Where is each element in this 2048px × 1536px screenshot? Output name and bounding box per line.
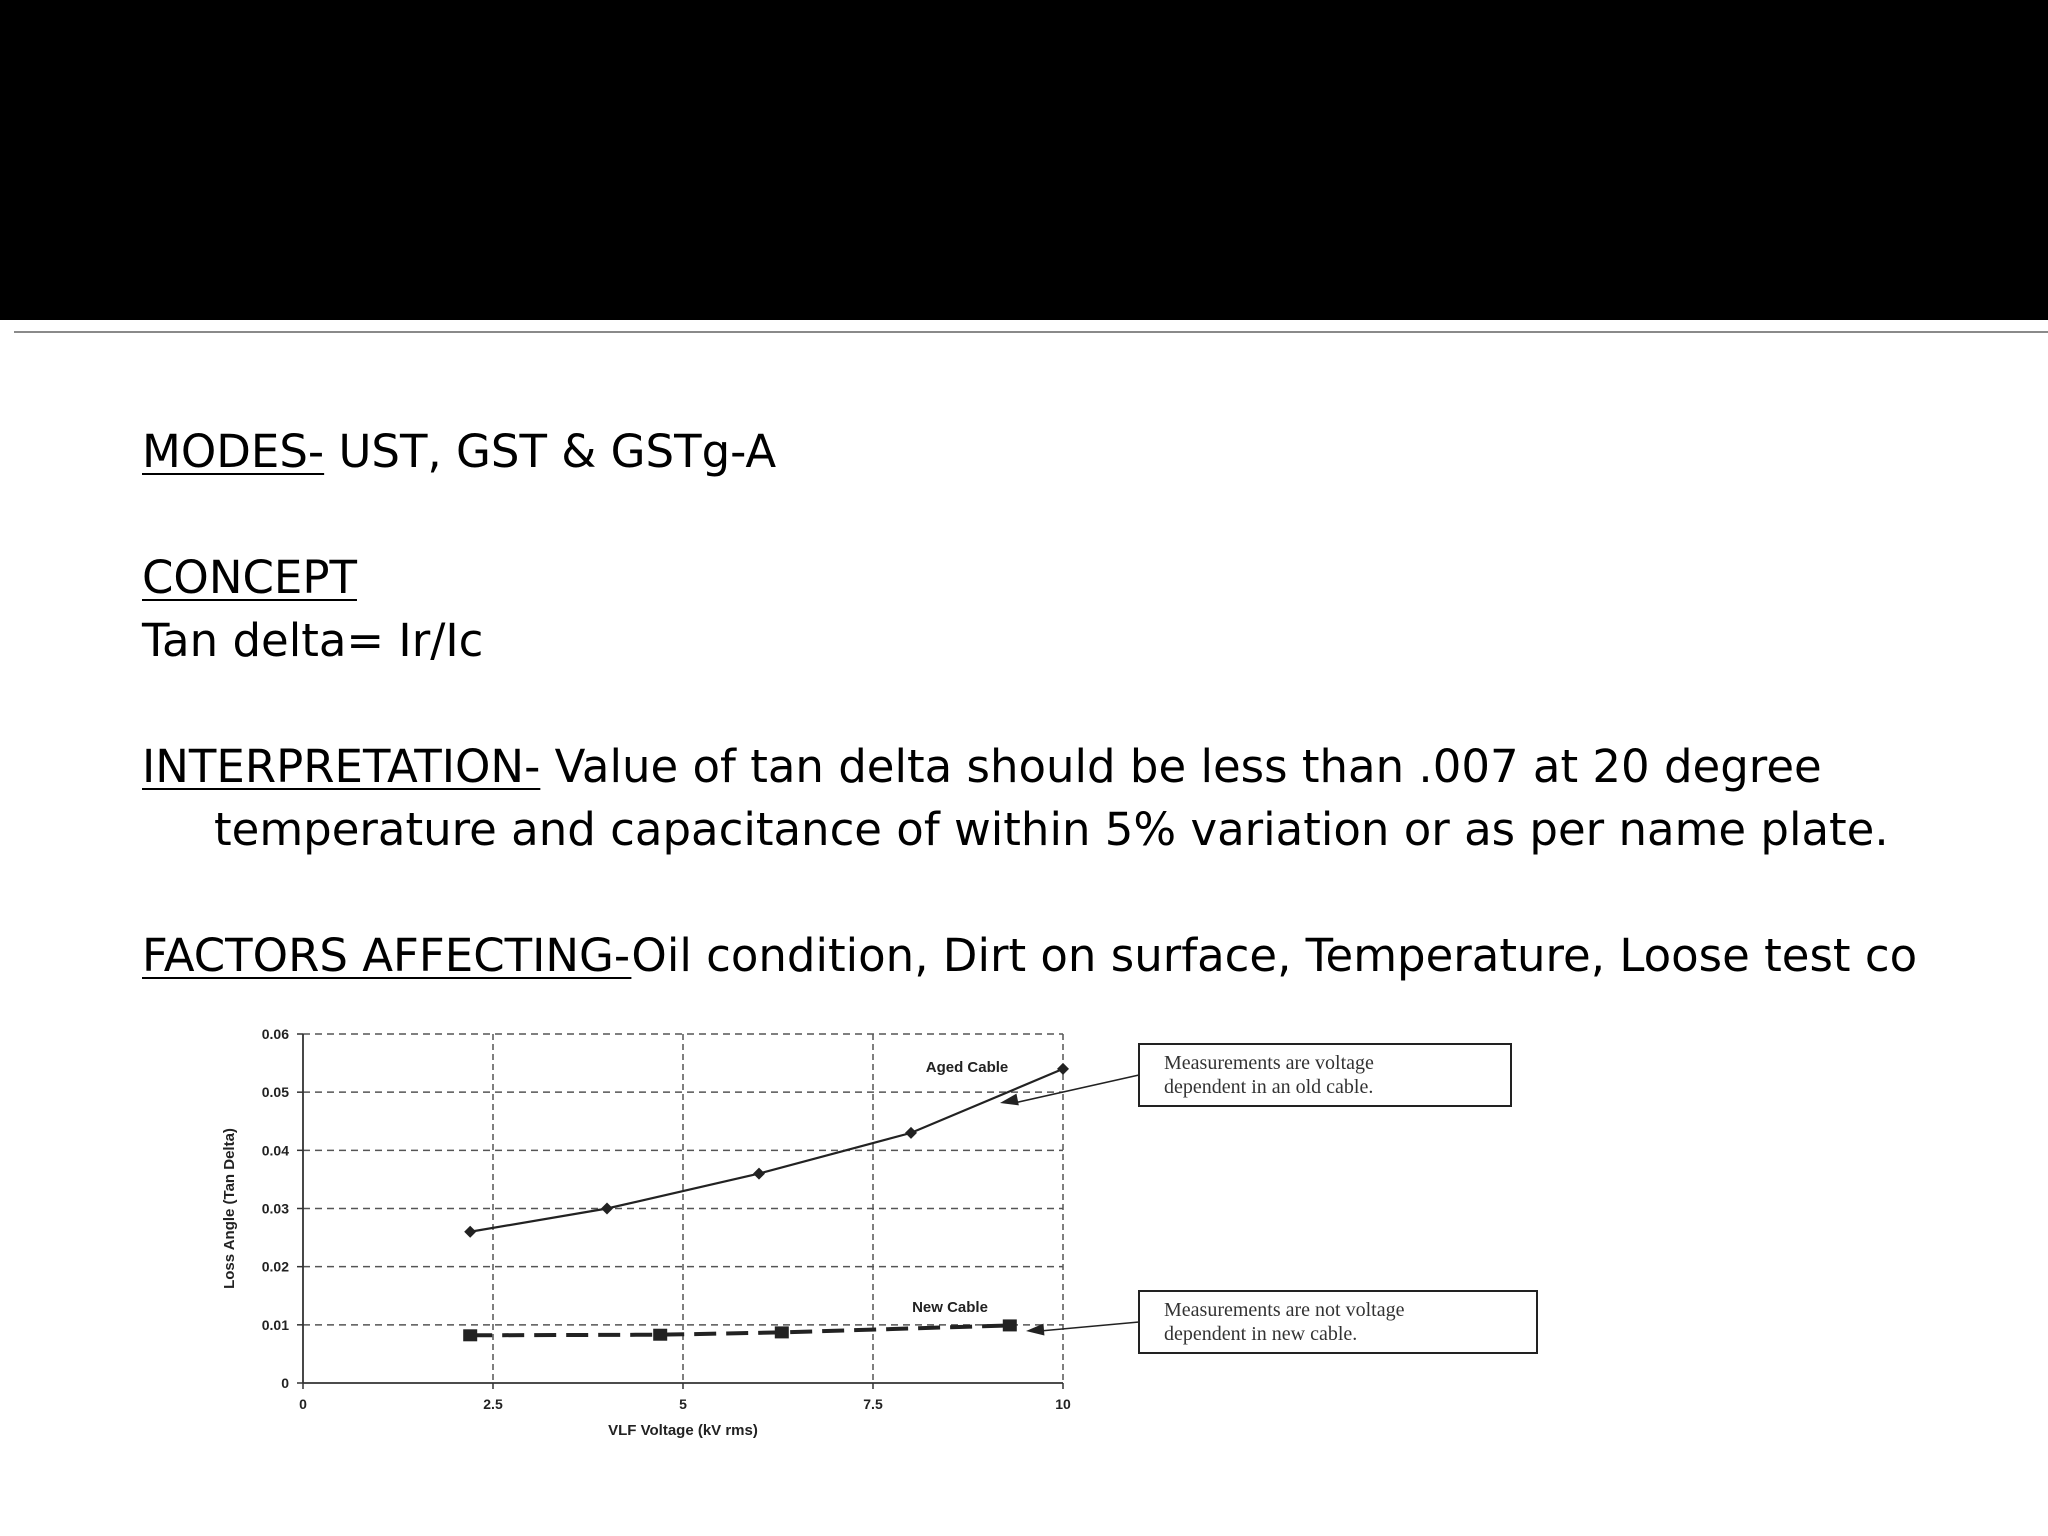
data-point-aged-cable <box>905 1127 917 1139</box>
data-point-aged-cable <box>464 1226 476 1238</box>
title-divider <box>14 331 2048 333</box>
tan-delta-chart <box>200 1010 1560 1470</box>
callout-text-line: Measurements are not voltage <box>1164 1299 1405 1321</box>
interpretation-text-1: Value of tan delta should be less than .007 at 20 degree <box>540 740 1822 793</box>
callout-text-line: dependent in an old cable. <box>1164 1076 1374 1098</box>
interpretation-text-2: temperature and capacitance of within 5% variation or as per name plate. <box>214 803 1889 856</box>
series-label-aged-cable: Aged Cable <box>925 1059 1009 1076</box>
y-axis-title: Loss Angle (Tan Delta) <box>221 1128 238 1289</box>
series-line-new-cable <box>470 1325 1010 1335</box>
callout-arrow-line <box>1014 1075 1139 1103</box>
y-tick-label: 0 <box>281 1375 289 1391</box>
data-point-new-cable <box>463 1329 477 1341</box>
y-tick-label: 0.06 <box>261 1026 289 1042</box>
data-point-new-cable <box>653 1329 667 1341</box>
data-point-aged-cable <box>1057 1063 1069 1075</box>
y-tick-label: 0.03 <box>261 1200 289 1217</box>
concept-formula: Tan delta= Ir/Ic <box>142 614 484 667</box>
y-tick-label: 0.01 <box>261 1316 289 1333</box>
series-label-new-cable: New Cable <box>912 1299 988 1316</box>
x-tick-label: 7.5 <box>863 1396 883 1412</box>
title-bar <box>0 0 2048 320</box>
x-tick-label: 5 <box>679 1396 687 1412</box>
concept-line <box>142 546 2022 609</box>
modes-heading: MODES- <box>142 425 325 478</box>
y-tick-label: 0.05 <box>261 1084 289 1101</box>
interpretation-line <box>142 735 2022 798</box>
data-point-aged-cable <box>753 1168 765 1180</box>
x-axis-title: VLF Voltage (kV rms) <box>608 1422 758 1439</box>
factors-text: Oil condition, Dirt on surface, Temperature, Loose test co <box>631 929 1918 982</box>
concept-heading: CONCEPT <box>142 551 357 604</box>
data-point-aged-cable <box>601 1203 613 1215</box>
callout-text-line: Measurements are voltage <box>1164 1052 1374 1074</box>
callout-arrow-line <box>1040 1322 1139 1331</box>
x-tick-label: 0 <box>299 1396 307 1412</box>
modes-line <box>142 420 2022 483</box>
modes-text: UST, GST & GSTg-A <box>324 425 777 478</box>
data-point-new-cable <box>775 1326 789 1338</box>
x-tick-label: 2.5 <box>483 1396 503 1412</box>
data-point-new-cable <box>1003 1319 1017 1331</box>
y-tick-label: 0.04 <box>261 1142 289 1159</box>
factors-line <box>142 924 2022 987</box>
interpretation-heading: INTERPRETATION- <box>142 740 541 793</box>
y-tick-label: 0.02 <box>261 1258 289 1275</box>
callout-text-line: dependent in new cable. <box>1164 1323 1358 1345</box>
slide-body <box>142 420 2022 987</box>
factors-heading: FACTORS AFFECTING- <box>142 929 632 982</box>
x-tick-label: 10 <box>1055 1396 1071 1412</box>
